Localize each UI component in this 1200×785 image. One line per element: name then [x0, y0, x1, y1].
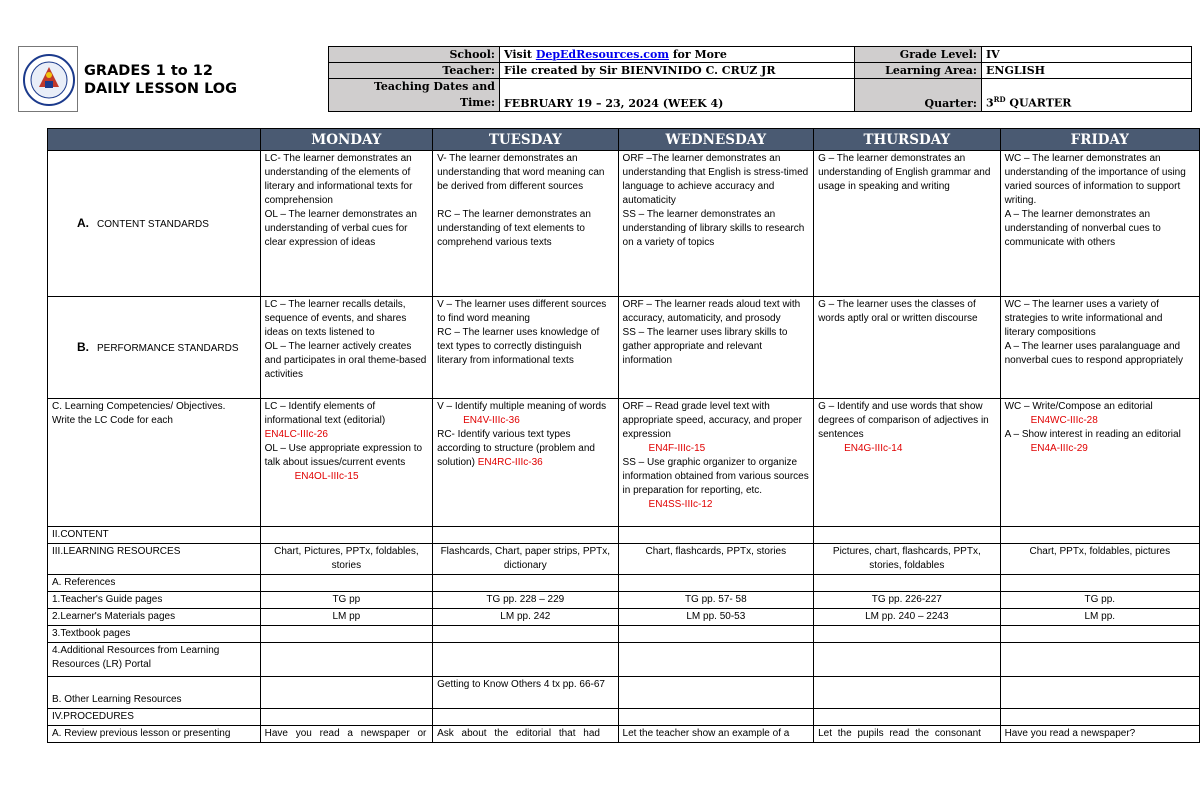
performance-standards-label [48, 297, 261, 399]
lc-code: EN4RC-IIIc-36 [477, 457, 543, 468]
textbook-pages-row [48, 626, 1200, 643]
competency-text: ORF – Read grade level text with appropriate speed, accuracy, and proper expression [622, 401, 802, 440]
review-row [48, 726, 1200, 743]
competency-text: WC – Write/Compose an editorial [1004, 401, 1153, 412]
standard-text: OL – The learner demonstrates an understanding of verbal cues for clear expression of ideas [264, 209, 417, 248]
tg-pages-row [48, 592, 1200, 609]
quarter-number: 3 [986, 97, 994, 110]
school-label: School: [329, 47, 500, 63]
review-tuesday: Ask about the editorial that had [433, 726, 618, 743]
header-info-table [328, 46, 1192, 112]
review-label: A. Review previous lesson or presenting [48, 726, 261, 743]
learning-resources-tuesday: Flashcards, Chart, paper strips, PPTx, dictionary [433, 544, 618, 575]
performance-standards-thursday [814, 297, 1001, 399]
header-block [18, 46, 1197, 112]
section-letter: B. [77, 339, 89, 354]
other-resources-wednesday [618, 677, 814, 709]
competencies-tuesday [433, 399, 618, 527]
standard-text: V – The learner uses different sources to find word meaning [437, 299, 607, 324]
standard-text: LC- The learner demonstrates an understanding of the elements of literary and informational texts for comprehension [264, 153, 413, 206]
other-resources-thursday [814, 677, 1001, 709]
lm-pages-row [48, 609, 1200, 626]
lc-code: EN4V-IIIc-36 [463, 415, 520, 426]
lc-code: EN4OL-IIIc-15 [294, 471, 359, 482]
days-header-row [48, 129, 1200, 151]
content-label: II.CONTENT [48, 527, 261, 544]
procedures-row [48, 709, 1200, 726]
competencies-monday [260, 399, 433, 527]
performance-standards-row [48, 297, 1200, 399]
competency-text: RC- Identify various text types according to structure (problem and solution) [437, 429, 595, 468]
day-monday: MONDAY [260, 129, 433, 151]
tg-pages-wednesday: TG pp. 57- 58 [618, 592, 814, 609]
competencies-label-line-1: C. Learning Competencies/ Objectives. [52, 401, 226, 412]
performance-standards-wednesday [618, 297, 814, 399]
tg-pages-monday: TG pp [260, 592, 433, 609]
additional-resources-cell [814, 643, 1001, 677]
lm-pages-friday: LM pp. [1000, 609, 1199, 626]
references-label: A. References [48, 575, 261, 592]
lc-code: EN4F-IIIc-15 [648, 443, 706, 454]
standard-text: A – The learner demonstrates an understanding of nonverbal cues to communicate with others [1004, 209, 1161, 248]
lc-code: EN4WC-IIIc-28 [1030, 415, 1098, 426]
content-standards-label [48, 151, 261, 297]
textbook-cell [618, 626, 814, 643]
other-resources-label: B. Other Learning Resources [48, 677, 261, 709]
review-friday: Have you read a newspaper? [1000, 726, 1199, 743]
performance-standards-tuesday [433, 297, 618, 399]
section-title: CONTENT STANDARDS [97, 218, 209, 230]
content-row [48, 527, 1200, 544]
additional-resources-cell [260, 643, 433, 677]
competency-text: LC – Identify elements of informational text (editorial) [264, 401, 386, 426]
quarter-word: QUARTER [1005, 97, 1072, 110]
content-cell [1000, 527, 1199, 544]
content-standards-tuesday [433, 151, 618, 297]
learning-resources-row [48, 544, 1200, 575]
performance-standards-friday [1000, 297, 1199, 399]
lm-pages-label: 2.Learner's Materials pages [48, 609, 261, 626]
additional-resources-row [48, 643, 1200, 677]
standard-text: G – The learner uses the classes of words aptly oral or written discourse [818, 299, 978, 324]
title-line-2: DAILY LESSON LOG [84, 81, 238, 97]
page-title [84, 62, 237, 98]
procedures-label: IV.PROCEDURES [48, 709, 261, 726]
procedures-cell [433, 709, 618, 726]
competencies-row [48, 399, 1200, 527]
standard-text: G – The learner demonstrates an understanding of English grammar and usage in speaking and writing [818, 153, 991, 192]
learning-resources-thursday: Pictures, chart, flashcards, PPTx, stories, foldables [814, 544, 1001, 575]
references-cell [618, 575, 814, 592]
other-resources-friday [1000, 677, 1199, 709]
competency-text: G – Identify and use words that show degrees of comparison of adjectives in sentences [818, 401, 989, 440]
standard-text: SS – The learner demonstrates an understanding of library skills to research on a variety of topics [622, 209, 805, 248]
standard-text: RC – The learner uses knowledge of text types to correctly distinguish literary from informational texts [437, 327, 600, 366]
lm-pages-thursday: LM pp. 240 – 2243 [814, 609, 1001, 626]
review-thursday: Let the pupils read the consonant [814, 726, 1001, 743]
deped-seal-logo [18, 46, 78, 112]
dates-label-line-1: Teaching Dates and [373, 80, 495, 93]
lesson-log-table [47, 128, 1200, 743]
content-cell [433, 527, 618, 544]
learning-resources-label: III.LEARNING RESOURCES [48, 544, 261, 575]
competencies-wednesday [618, 399, 814, 527]
grade-level-value: IV [982, 47, 1192, 63]
standard-text: SS – The learner uses library skills to gather appropriate and relevant information [622, 327, 788, 366]
grade-level-label: Grade Level: [855, 47, 982, 63]
procedures-cell [618, 709, 814, 726]
references-row [48, 575, 1200, 592]
standard-text: WC – The learner demonstrates an understanding of the importance of using varied sources of information to support writing. [1004, 153, 1186, 206]
procedures-cell [814, 709, 1001, 726]
references-cell [814, 575, 1001, 592]
tg-pages-thursday: TG pp. 226-227 [814, 592, 1001, 609]
learning-resources-monday: Chart, Pictures, PPTx, foldables, stories [260, 544, 433, 575]
additional-resources-cell [618, 643, 814, 677]
competency-text-with-code [437, 428, 613, 470]
competencies-thursday [814, 399, 1001, 527]
learning-area-value: ENGLISH [982, 63, 1192, 79]
dates-value: FEBRUARY 19 – 23, 2024 (WEEK 4) [500, 79, 855, 112]
textbook-pages-label: 3.Textbook pages [48, 626, 261, 643]
additional-resources-cell [1000, 643, 1199, 677]
procedures-cell [260, 709, 433, 726]
learning-resources-friday: Chart, PPTx, foldables, pictures [1000, 544, 1199, 575]
other-resources-row [48, 677, 1200, 709]
competency-text: A – Show interest in reading an editorial [1004, 429, 1181, 440]
competencies-label-line-2: Write the LC Code for each [52, 415, 173, 426]
tg-pages-label: 1.Teacher's Guide pages [48, 592, 261, 609]
standard-text: WC – The learner uses a variety of strategies to write informational and literary compositions [1004, 299, 1163, 338]
content-standards-row [48, 151, 1200, 297]
standard-text: A – The learner uses paralanguage and nonverbal cues to respond appropriately [1004, 341, 1184, 366]
standard-text: ORF – The learner reads aloud text with accuracy, automaticity, and prosody [622, 299, 801, 324]
day-wednesday: WEDNESDAY [618, 129, 814, 151]
tg-pages-tuesday: TG pp. 228 – 229 [433, 592, 618, 609]
procedures-cell [1000, 709, 1199, 726]
day-tuesday: TUESDAY [433, 129, 618, 151]
teacher-value: File created by Sir BIENVINIDO C. CRUZ JR [500, 63, 855, 79]
learning-area-label: Learning Area: [855, 63, 982, 79]
dates-label [329, 79, 500, 112]
lm-pages-wednesday: LM pp. 50-53 [618, 609, 814, 626]
content-standards-monday [260, 151, 433, 297]
quarter-label: Quarter: [855, 79, 982, 112]
textbook-cell [260, 626, 433, 643]
school-link[interactable]: DepEdResources.com [535, 48, 669, 61]
quarter-value [982, 79, 1192, 112]
learning-resources-wednesday: Chart, flashcards, PPTx, stories [618, 544, 814, 575]
lc-code: EN4SS-IIIc-12 [648, 499, 713, 510]
tg-pages-friday: TG pp. [1000, 592, 1199, 609]
content-cell [814, 527, 1001, 544]
competency-text: OL – Use appropriate expression to talk about issues/current events [264, 443, 423, 468]
review-monday: Have you read a newspaper or [260, 726, 433, 743]
references-cell [433, 575, 618, 592]
day-friday: FRIDAY [1000, 129, 1199, 151]
other-resources-tuesday: Getting to Know Others 4 tx pp. 66-67 [433, 677, 618, 709]
dates-label-line-2: Time: [459, 96, 495, 109]
content-standards-wednesday [618, 151, 814, 297]
corner-cell [48, 129, 261, 151]
content-cell [260, 527, 433, 544]
standard-text: V- The learner demonstrates an understanding that word meaning can be derived from different sources [437, 153, 605, 192]
competency-text: SS – Use graphic organizer to organize information obtained from various sources in preparation for reporting, etc. [622, 457, 809, 496]
standard-text: ORF –The learner demonstrates an understanding that English is stress-timed language to achieve accuracy and automaticity [622, 153, 809, 206]
lc-code: EN4A-IIIc-29 [1030, 443, 1088, 454]
content-cell [618, 527, 814, 544]
school-suffix: for More [668, 48, 727, 61]
lm-pages-monday: LM pp [260, 609, 433, 626]
references-cell [260, 575, 433, 592]
standard-text: RC – The learner demonstrates an understanding of text elements to comprehend various texts [437, 209, 591, 248]
standard-text: LC – The learner recalls details, sequence of events, and shares ideas on texts listened to [264, 299, 407, 338]
section-letter: A. [77, 215, 89, 230]
additional-resources-label: 4.Additional Resources from Learning Resources (LR) Portal [48, 643, 261, 677]
lc-code: EN4LC-IIIc-26 [264, 429, 328, 440]
school-prefix: Visit [504, 48, 536, 61]
teacher-label: Teacher: [329, 63, 500, 79]
school-value [500, 47, 855, 63]
section-title: PERFORMANCE STANDARDS [97, 342, 239, 354]
other-resources-monday [260, 677, 433, 709]
lc-code: EN4G-IIIc-14 [844, 443, 903, 454]
standard-text: OL – The learner actively creates and participates in oral theme-based activities [264, 341, 427, 380]
day-thursday: THURSDAY [814, 129, 1001, 151]
references-cell [1000, 575, 1199, 592]
review-wednesday: Let the teacher show an example of a [618, 726, 814, 743]
textbook-cell [433, 626, 618, 643]
performance-standards-monday [260, 297, 433, 399]
content-standards-friday [1000, 151, 1199, 297]
title-line-1: GRADES 1 to 12 [84, 63, 213, 79]
competency-text: V – Identify multiple meaning of words [437, 401, 607, 412]
textbook-cell [1000, 626, 1199, 643]
competencies-friday [1000, 399, 1199, 527]
textbook-cell [814, 626, 1001, 643]
quarter-superscript: RD [993, 95, 1006, 105]
competencies-label [48, 399, 261, 527]
additional-resources-cell [433, 643, 618, 677]
lm-pages-tuesday: LM pp. 242 [433, 609, 618, 626]
content-standards-thursday [814, 151, 1001, 297]
